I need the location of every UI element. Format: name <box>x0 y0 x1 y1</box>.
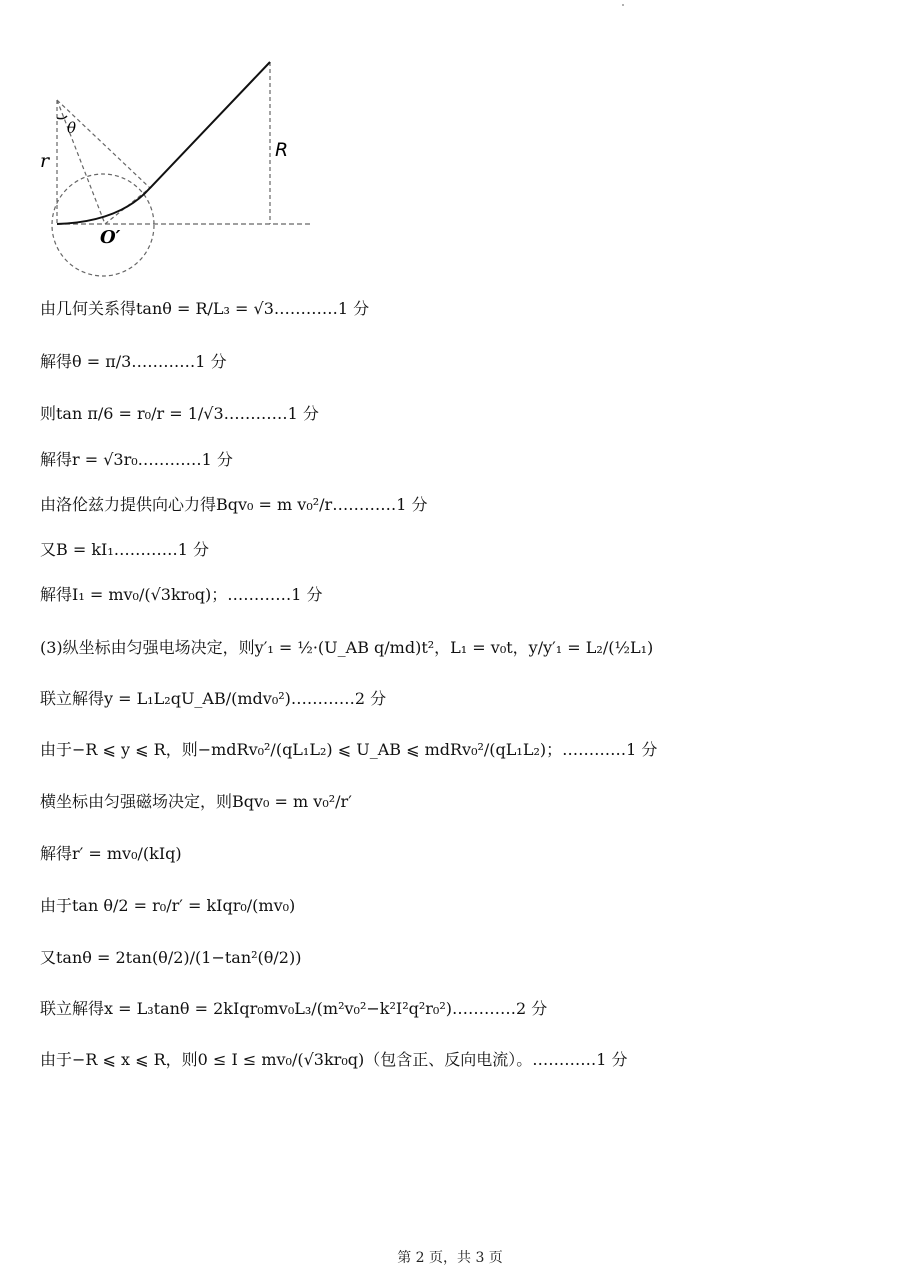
scan-speck <box>622 4 624 6</box>
solution-line-13: 由于tan θ/2 = r₀/r′ = kIqr₀/(mv₀) <box>40 896 296 915</box>
solution-line-5: 由洛伦兹力提供向心力得Bqv₀ = m v₀²/r…………1 分 <box>40 495 428 514</box>
trajectory <box>57 62 270 224</box>
solution-line-2: 解得θ = π/3…………1 分 <box>40 352 227 371</box>
solution-line-8: (3)纵坐标由匀强电场决定，则y′₁ = ½·(U_AB q/md)t²，L₁ = v₀t，y/y′₁ = L₂/(½L₁) <box>40 638 654 657</box>
label-r: r <box>40 150 50 172</box>
solution-line-16: 由于−R ⩽ x ⩽ R，则0 ≤ I ≤ mv₀/(√3kr₀q)（包含正、反向电流）。…………1 分 <box>40 1050 628 1069</box>
solution-line-3: 则tan π/6 = r₀/r = 1/√3…………1 分 <box>40 404 319 423</box>
page-footer: 第 2 页，共 3 页 <box>397 1250 503 1266</box>
solution-line-11: 横坐标由匀强磁场决定，则Bqv₀ = m v₀²/r′ <box>40 792 352 811</box>
label-O: O′ <box>100 227 121 248</box>
solution-line-9: 联立解得y = L₁L₂qU_AB/(mdv₀²)…………2 分 <box>40 689 387 708</box>
solution-line-12: 解得r′ = mv₀/(kIq) <box>40 844 182 863</box>
solution-line-4: 解得r = √3r₀…………1 分 <box>40 450 233 469</box>
solution-line-10: 由于−R ⩽ y ⩽ R，则−mdRv₀²/(qL₁L₂) ⩽ U_AB ⩽ mdRv₀²/(qL₁L₂)；…………1 分 <box>40 740 658 759</box>
solution-line-14: 又tanθ = 2tan(θ/2)/(1−tan²(θ/2)) <box>40 948 302 967</box>
solution-line-15: 联立解得x = L₃tanθ = 2kIqr₀mv₀L₃/(m²v₀²−k²I²q²r₀²)…………2 分 <box>40 999 548 1018</box>
dashed-circle <box>52 174 154 276</box>
label-theta: θ <box>67 119 77 137</box>
solution-line-1: 由几何关系得tanθ = R/L₃ = √3…………1 分 <box>40 299 370 318</box>
tangent-dash <box>57 100 150 188</box>
solution-line-7: 解得I₁ = mv₀/(√3kr₀q)；…………1 分 <box>40 585 323 604</box>
label-R: R <box>275 139 289 161</box>
geometry-figure <box>30 50 330 285</box>
theta-arc <box>57 116 67 119</box>
solution-line-6: 又B = kI₁…………1 分 <box>40 540 210 559</box>
